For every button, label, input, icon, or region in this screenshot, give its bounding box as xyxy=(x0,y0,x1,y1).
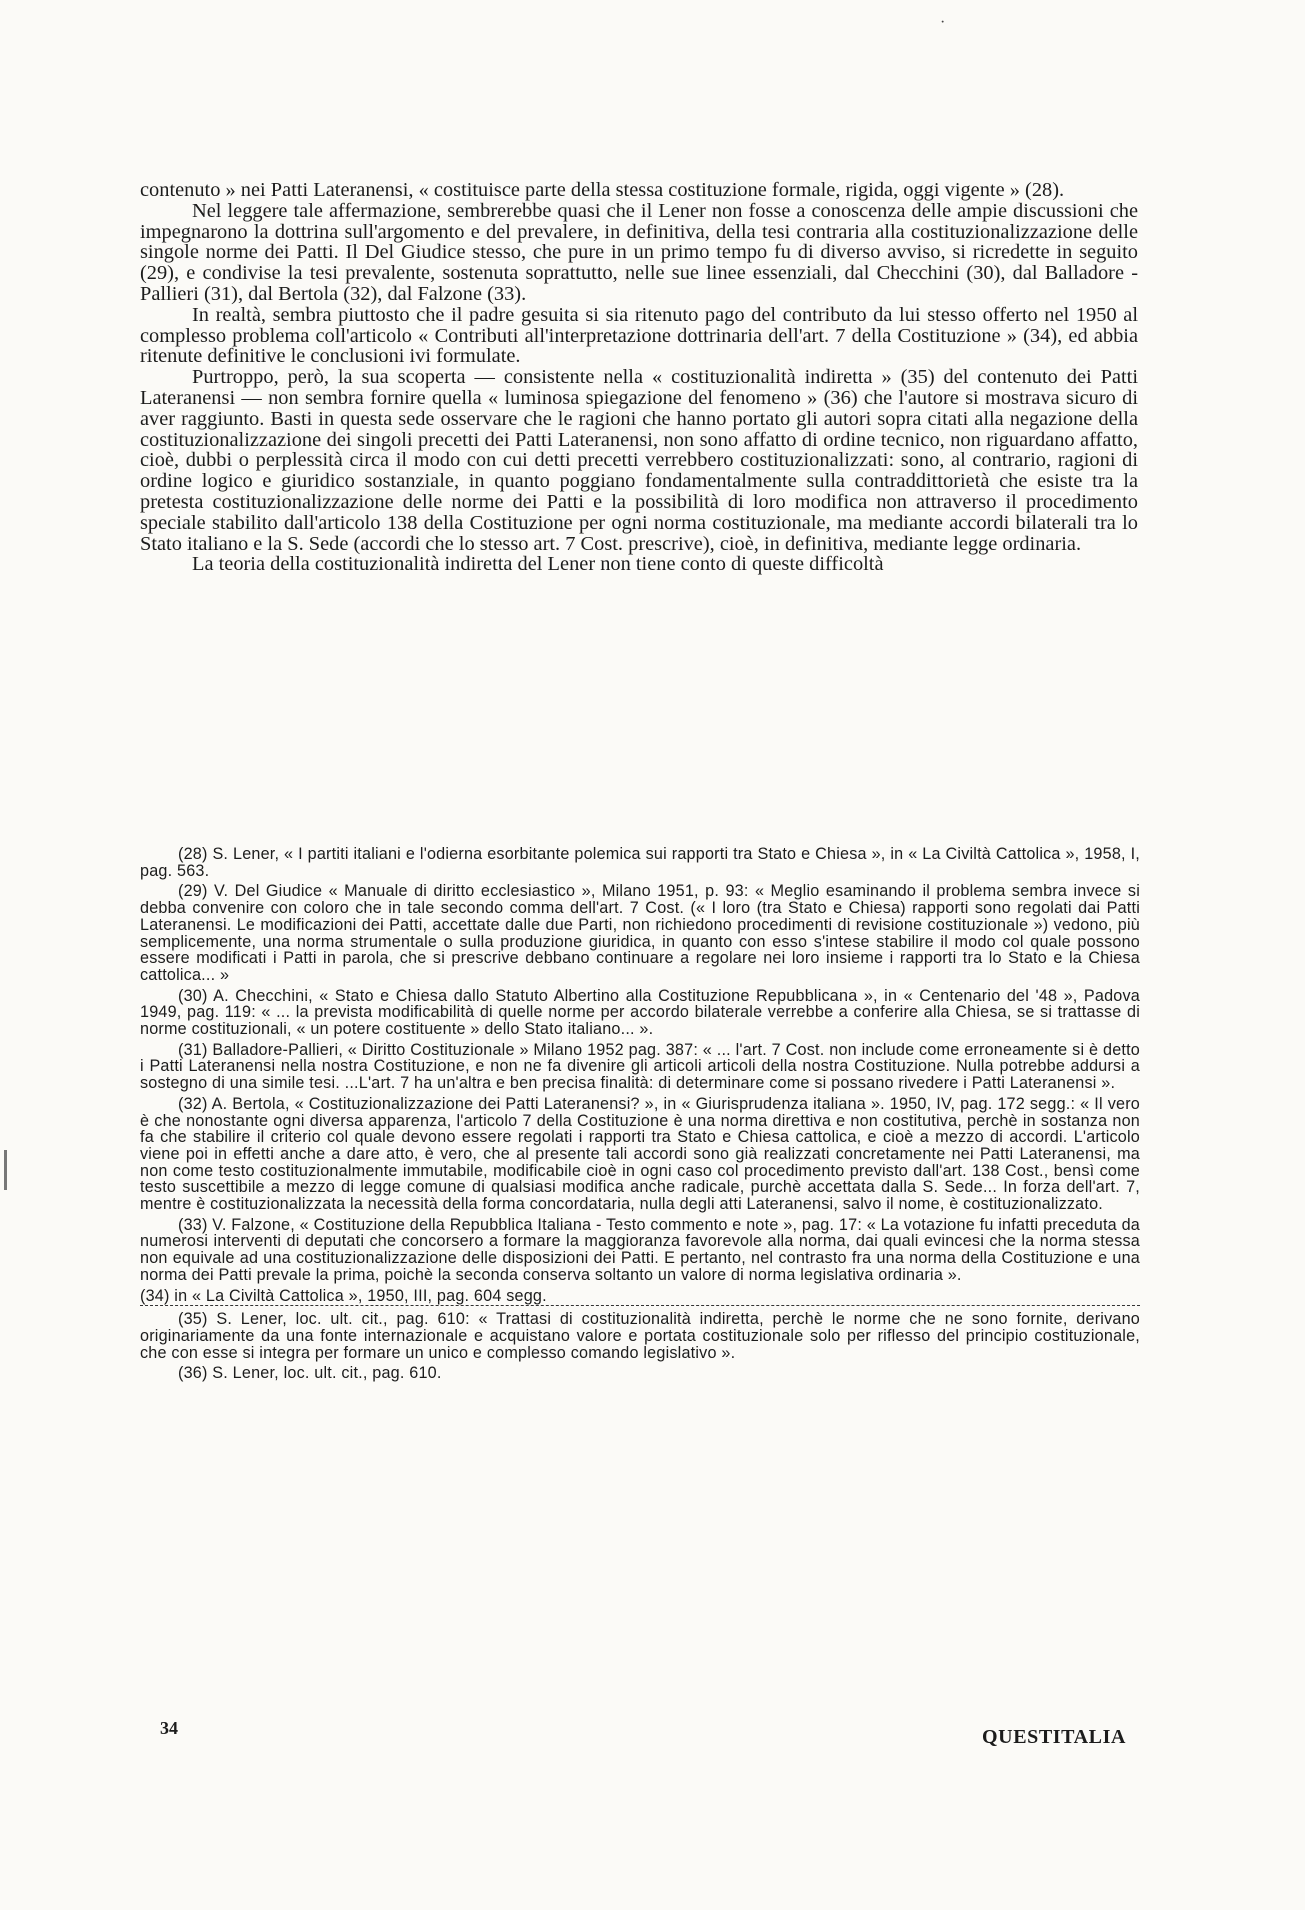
footnote: (30) A. Checchini, « Stato e Chiesa dallo Statuto Albertino alla Costituzione Repubblicana », in « Centenario del '48 », Padova 1949, pag. 119: « ... la prevista modificabilità di quelle norme per accordo bilaterale verrebbe a conferire alla Chiesa, se si trattasse di norme costituzionali, « un potere costituente » dello Stato italiano... ». xyxy=(140,986,1140,1039)
paragraph: contenuto » nei Patti Lateranensi, « costituisce parte della stessa costituzione formale, rigida, oggi vigente » (28). xyxy=(140,179,1065,201)
footnotes xyxy=(140,846,1140,1386)
footnote: (31) Balladore-Pallieri, « Diritto Costituzionale » Milano 1952 pag. 387: « ... l'art. 7 Cost. non include come erroneamente si è detto i Patti Lateranensi nella nostra Costituzione, e non ne fa divenire gli articoli articoli della nostra Costituzione. Nulla potrebbe addursi a sostegno di una simile tesi. ...L'art. 7 ha un'altra e ben precisa finalità: di determinare come si possano rivedere i Patti Lateranensi ». xyxy=(140,1040,1140,1093)
paragraph: Nel leggere tale affermazione, sembrerebbe quasi che il Lener non fosse a conoscenza delle ampie discussioni che impegnarono la dottrina sull'argomento e del prevalere, in definitiva, della tesi contraria alla costituzionalizzazione delle singole norme dei Patti. Il Del Giudice stesso, che pure in un primo tempo fu di diverso avviso, si ricredette in seguito (29), e condivise la tesi prevalente, sostenuta soprattutto, nelle sue linee essenziali, dal Checchini (30), dal Balladore - Pallieri (31), dal Bertola (32), dal Falzone (33). xyxy=(140,199,1138,305)
paragraph: In realtà, sembra piuttosto che il padre gesuita si sia ritenuto pago del contributo da lui stesso offerto nel 1950 al complesso problema coll'articolo « Contributi all'interpretazione dottrinaria dell'art. 7 della Costituzione » (34), ed abbia ritenute definitive le conclusioni ivi formulate. xyxy=(140,303,1138,368)
footnote: (28) S. Lener, « I partiti italiani e l'odierna esorbitante polemica sui rapporti tra Stato e Chiesa », in « La Civiltà Cattolica », 1958, I, pag. 563. xyxy=(140,845,1140,880)
footnote: (33) V. Falzone, « Costituzione della Repubblica Italiana - Testo commento e note », pag. 17: « La votazione fu infatti preceduta da numerosi interventi di deputati che concorsero a formare la maggioranza favorevole alla norma, dai quali evincesi che la norma stessa non equivale ad una costituzionalizzazione delle disposizioni dei Patti. E pertanto, nel contrasto fra una norma della Costituzione e una norma dei Patti prevale la prima, poichè la seconda conserva soltanto un valore di norma legislativa ordinaria ». xyxy=(140,1215,1140,1284)
left-margin-mark xyxy=(4,1150,7,1190)
footnote: (29) V. Del Giudice « Manuale di diritto ecclesiastico », Milano 1951, p. 93: « Meglio esaminando il problema sembra invece si debba convenire con coloro che in tale secondo comma dell'art. 7 Cost. (« I loro (tra Stato e Chiesa) rapporti sono regolati dai Patti Lateranensi. Le modificazioni dei Patti, accettate dalle due Parti, non richiedono procedimenti di revisione costituzionale ») vedono, più semplicemente, una norma strumentale o sulla produzione giuridica, in quanto con esso s'intese stabilire il modo col quale possono essere modificati i Patti in parola, che si prescrive debbano continuare a regolare nei loro insieme i rapporti tra lo Stato e la Chiesa cattolica... » xyxy=(140,882,1140,984)
publication-name: QUESTITALIA xyxy=(982,1726,1127,1748)
top-mark: · xyxy=(940,14,946,31)
footnote: (35) S. Lener, loc. ult. cit., pag. 610: « Trattasi di costituzionalità indiretta, perchè le norme che ne sono fornite, derivano originariamente da una fonte internazionale e acquistano valore e portata costituzionale solo per riflesso del principio costituzionale, che con esse si integra per formare un unico e complesso comando legislativo ». xyxy=(140,1310,1140,1362)
paragraph: Purtroppo, però, la sua scoperta — consistente nella « costituzionalità indiretta » (35) del contenuto dei Patti Lateranensi — non sembra fornire quella « luminosa spiegazione del fenomeno » (36) che l'autore si mostrava sicuro di aver raggiunto. Basti in questa sede osservare che le ragioni che hanno portato gli autori sopra citati alla negazione della costituzionalizzazione dei singoli precetti dei Patti Lateranensi, non sono affatto di ordine tecnico, non riguardano affatto, cioè, dubbi o perplessità circa il modo con cui detti precetti verrebbero costituzionalizzati: sono, al contrario, ragioni di ordine logico e giuridico sostanziale, in quanto poggiano fondamentalmente sulla contraddittorietà che esiste tra la pretesta costituzionalizzazione delle norme dei Patti e la possibilità di loro modifica non attraverso il procedimento speciale stabilito dall'articolo 138 della Costituzione per ogni norma costituzionale, ma mediante accordi bilaterali tra lo Stato italiano e la S. Sede (accordi che lo stesso art. 7 Cost. prescrive), cioè, in definitiva, mediante legge ordinaria. xyxy=(140,366,1138,555)
page-number: 34 xyxy=(160,1718,178,1738)
body-text xyxy=(140,180,1138,575)
footnote: (36) S. Lener, loc. ult. cit., pag. 610. xyxy=(178,1364,442,1383)
footnote: (34) in « La Civiltà Cattolica », 1950, III, pag. 604 segg. xyxy=(140,1288,1140,1307)
paragraph: La teoria della costituzionalità indiretta del Lener non tiene conto di queste difficoltà xyxy=(192,553,884,576)
footnote: (32) A. Bertola, « Costituzionalizzazione dei Patti Lateranensi? », in « Giurisprudenza italiana ». 1950, IV, pag. 172 segg.: « Il vero è che nonostante ogni diversa apparenza, l'articolo 7 della Costituzione è una norma direttiva e non costitutiva, perchè in sostanza non fa che stabilire il criterio col quale devono essere regolati i rapporti tra Stato e Chiesa cattolica, e cioè a mezzo di accordi. L'articolo viene poi in effetti anche a dare atto, è vero, che al presente tali accordi sono già realizzati concretamente nei Patti Lateranensi, ma non come testo costituzionalmente immutabile, modificabile cioè in ogni caso col procedimento previsto dall'art. 138 Cost., bensì come testo suscettibile a mezzo di legge comune di qualsiasi modifica anche radicale, purchè accettata dalla S. Sede... In forza dell'art. 7, mentre è costituzionalizzata la necessità della forma concordataria, nulla degli atti Lateranensi, salvo il nome, è costituzionalizzato. xyxy=(140,1094,1140,1214)
